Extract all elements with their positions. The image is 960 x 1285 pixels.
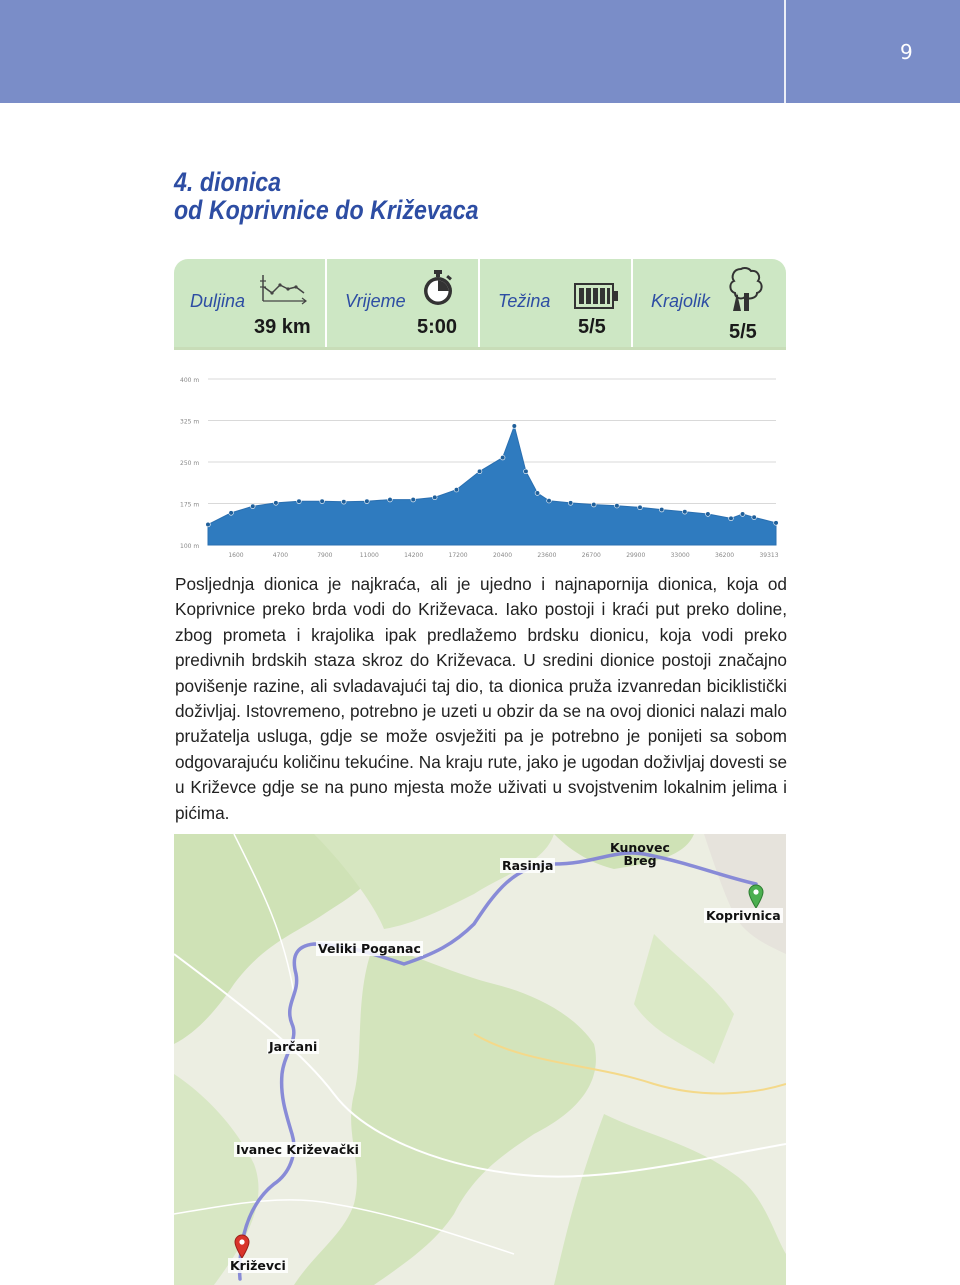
start-marker-icon[interactable] [748, 884, 764, 908]
stat-length [174, 259, 327, 347]
x-tick-label: 20400 [492, 552, 513, 559]
y-tick-label: 400 m [180, 377, 200, 384]
section-title-line2: od Koprivnice do Križevaca [174, 195, 479, 225]
elevation-point [524, 469, 529, 474]
elevation-point [411, 497, 416, 502]
map-label-kunovec-breg: Kunovec Breg [610, 840, 670, 868]
x-tick-label: 11000 [359, 552, 379, 559]
elevation-point [388, 497, 393, 502]
elevation-point [512, 424, 517, 429]
stat-length-value: 39 km [254, 316, 311, 338]
chart-y-ticks [180, 377, 199, 550]
header-bar [0, 0, 960, 103]
elevation-point [454, 487, 459, 492]
stat-landscape-value: 5/5 [729, 321, 757, 343]
stat-landscape [633, 259, 786, 347]
elevation-point [500, 455, 505, 460]
y-tick-label: 100 m [180, 543, 200, 550]
route-length-icon [258, 273, 310, 307]
elevation-point [274, 501, 279, 506]
chart-area-layer [208, 426, 776, 545]
elevation-point [740, 512, 745, 517]
elevation-point [365, 499, 370, 504]
stat-difficulty-label: Težina [498, 291, 551, 311]
stat-length-label: Duljina [190, 291, 246, 311]
elevation-point [342, 500, 347, 505]
x-tick-label: 14200 [404, 552, 424, 559]
y-tick-label: 250 m [180, 460, 200, 467]
x-tick-label: 33000 [670, 552, 690, 559]
elevation-point [206, 522, 211, 527]
x-tick-label: 26700 [581, 552, 601, 559]
stat-time-value: 5:00 [417, 316, 458, 338]
stat-time-label: Vrijeme [345, 291, 406, 311]
map-label-jarcani: Jarčani [269, 1039, 318, 1054]
tree-icon [727, 265, 767, 313]
elevation-point [297, 499, 302, 504]
elevation-area [208, 426, 776, 545]
x-tick-label: 1600 [228, 552, 244, 559]
stat-time [327, 259, 480, 347]
battery-icon [574, 283, 620, 309]
page-number: 9 [900, 40, 913, 64]
map-label-ivanec-krizevacki: Ivanec Križevački [236, 1142, 359, 1157]
map-label-veliki-poganac: Veliki Poganac [318, 941, 421, 956]
elevation-point [683, 510, 688, 515]
elevation-point [706, 512, 711, 517]
elevation-point [251, 504, 256, 509]
elevation-point [433, 495, 438, 500]
y-tick-label: 175 m [180, 501, 200, 509]
elevation-point [638, 505, 643, 510]
elevation-point [535, 491, 540, 496]
x-tick-label: 23600 [537, 552, 557, 559]
end-marker-icon[interactable] [234, 1234, 250, 1258]
x-tick-label: 39313 [759, 552, 779, 559]
elevation-point [615, 503, 620, 508]
section-title [174, 168, 479, 224]
map-label-rasinja: Rasinja [502, 858, 554, 873]
elevation-point [229, 511, 234, 516]
elevation-point [477, 469, 482, 474]
x-tick-label: 36200 [715, 552, 735, 559]
elevation-point [659, 507, 664, 512]
x-tick-label: 17200 [448, 552, 468, 559]
elevation-point [320, 499, 325, 504]
map-label-koprivnica: Koprivnica [706, 908, 781, 923]
y-tick-label: 325 m [180, 418, 200, 426]
elevation-point [592, 502, 597, 507]
x-tick-label: 4700 [272, 552, 289, 559]
chart-x-ticks [228, 552, 778, 559]
header-divider [784, 0, 786, 103]
elevation-point [729, 516, 734, 521]
stat-landscape-label: Krajolik [651, 291, 711, 311]
map-label-krizevci: Križevci [230, 1258, 286, 1273]
x-tick-label: 29900 [626, 552, 646, 559]
map-background [174, 834, 786, 1285]
stat-difficulty-value: 5/5 [578, 316, 606, 338]
elevation-point [752, 515, 757, 520]
route-map[interactable] [174, 834, 786, 1285]
route-description: Posljednja dionica je najkraća, ali je ujedno i najnapornija dionica, koja od Koprivnice preko brda vodi do Križevaca. Iako postoji i kraći put preko doline, zbog prometa i krajolika ipak predlažemo brdsku dionicu, koja vodi preko predivnih brdskih staza skroz do Križevaca. U sredini dionice postoji značajno povišenje razine, ali svladavajući taj dio, ta dionica pruža izvanredan biciklistički doživljaj. Istovremeno, potrebno je uzeti u obzir da se na ovoj dionici nalazi malo pružatelja usluga, gdje se može osvježiti pa je potrebno je ponijeti sa sobom odgovarajuću količinu tekućine. Na kraju rute, jako je ugodan doživljaj dovesti se u Križevce gdje se na puno mjesta može uživati u svojstvenim lokalnim jelima i pićima. [175, 574, 787, 823]
elevation-point [547, 498, 552, 503]
x-tick-label: 7900 [317, 552, 333, 559]
section-title-line1: 4. dionica [174, 167, 282, 197]
stopwatch-icon [421, 269, 455, 307]
route-stats-panel [174, 259, 786, 350]
elevation-point [568, 501, 573, 506]
elevation-point [774, 521, 779, 526]
elevation-chart [174, 365, 786, 565]
stat-difficulty [480, 259, 633, 347]
